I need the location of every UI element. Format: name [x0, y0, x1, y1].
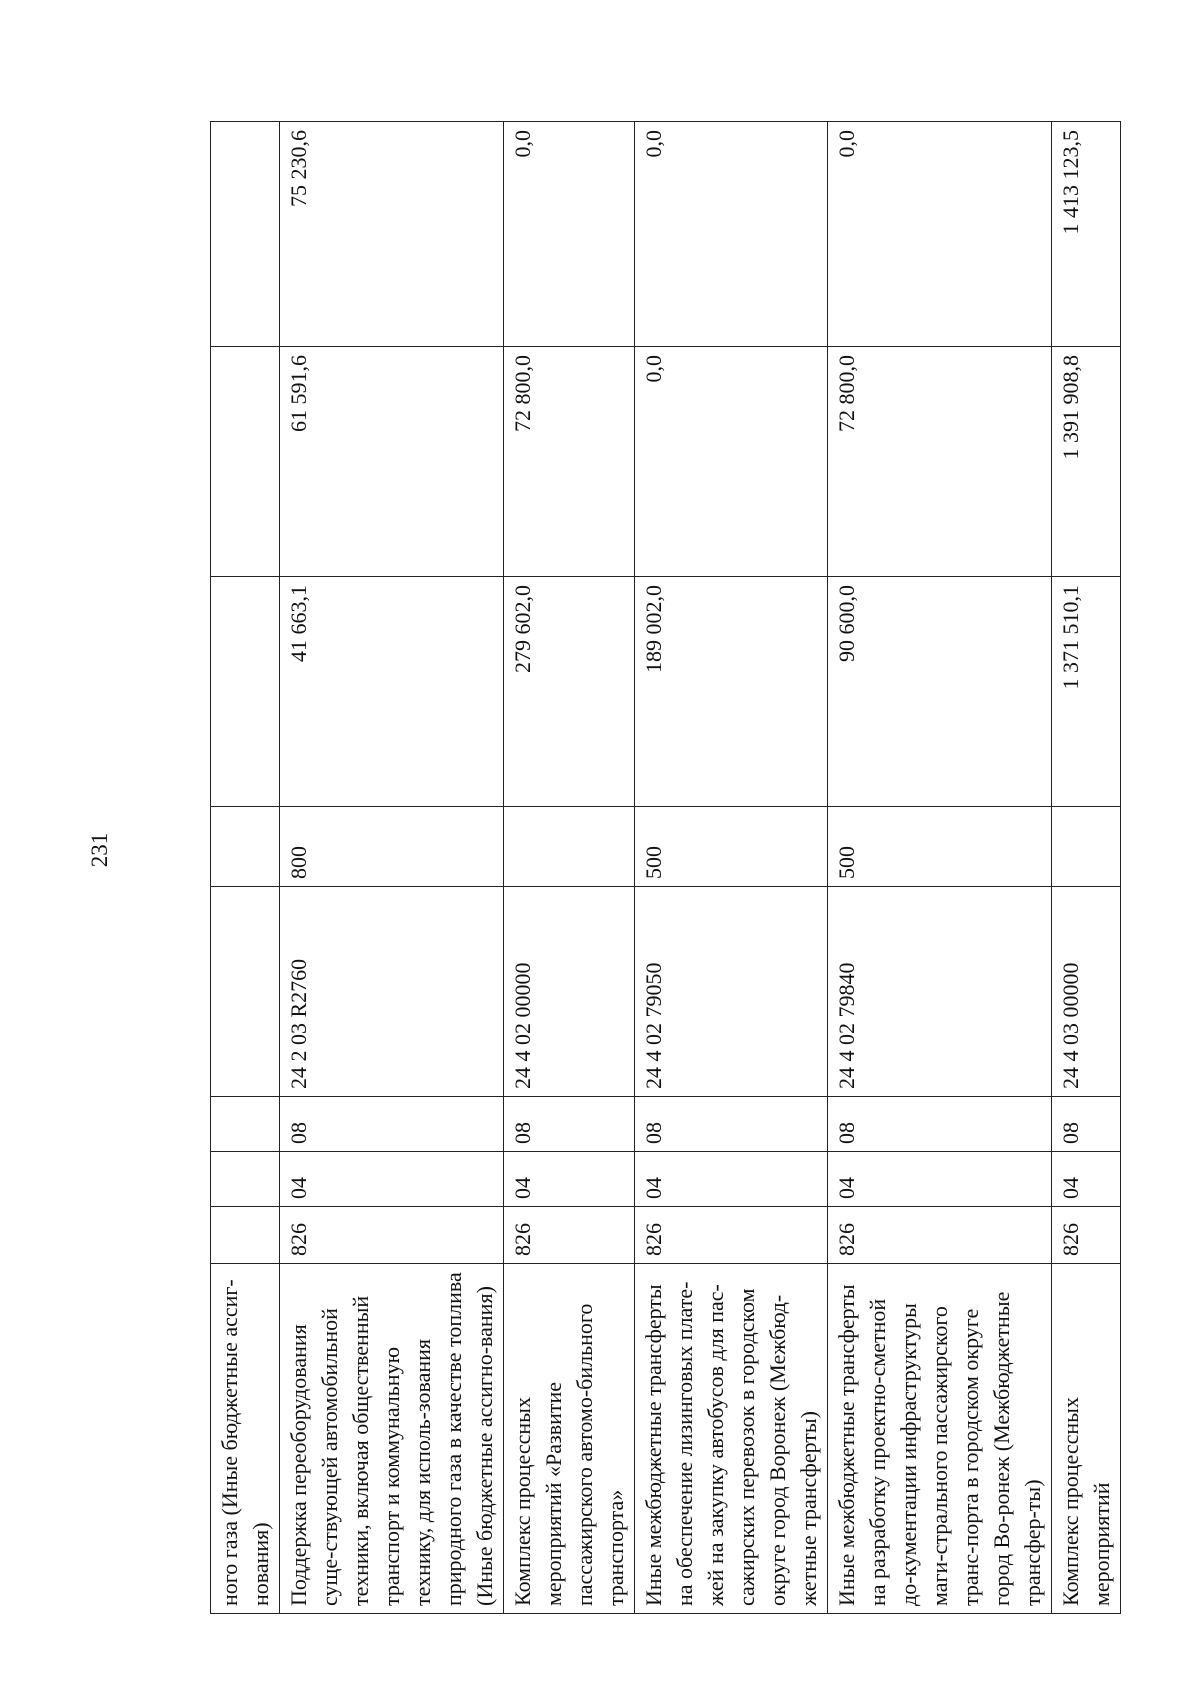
amount-year-2-cell [504, 347, 635, 577]
amount-year-3: 75 230,6 [286, 130, 311, 207]
vr-code: 500 [641, 846, 666, 879]
gr-code-cell [635, 1207, 828, 1264]
amount-year-3: 0,0 [834, 130, 859, 158]
gr-code-cell [504, 1207, 635, 1264]
amount-year-3-cell [635, 122, 828, 347]
amount-year-3-cell [504, 122, 635, 347]
amount-year-3-cell [828, 122, 1052, 347]
cs-code-cell [828, 887, 1052, 1097]
amount-year-3-cell [1052, 122, 1121, 347]
vr-code-cell [280, 807, 504, 887]
rz-code: 04 [1058, 1177, 1083, 1199]
amount-year-1-cell [1052, 577, 1121, 807]
amount-year-2: 61 591,6 [286, 355, 311, 432]
item-name: Поддержка переоборудования суще-ствующей автомобильной техники, включая общественный транспорт и коммунальную технику, для исполь-зования природного газа в качестве топлива (Иные бюджетные ассигно-вания) [286, 1272, 497, 1606]
cs-code: 24 4 03 00000 [1058, 962, 1083, 1089]
rz-code-cell [828, 1152, 1052, 1207]
amount-year-1: 90 600,0 [834, 585, 859, 662]
gr-code-cell [1052, 1207, 1121, 1264]
budget-table [210, 121, 1121, 1614]
vr-code-cell [1052, 807, 1121, 887]
gr-code-cell [280, 1207, 504, 1264]
pr-code: 08 [641, 1122, 666, 1144]
amount-year-3: 0,0 [510, 130, 535, 158]
rz-code-cell [280, 1152, 504, 1207]
table-row [504, 122, 635, 1614]
gr-code: 826 [1058, 1223, 1083, 1256]
gr-code: 826 [834, 1223, 859, 1256]
page-number: 231 [87, 832, 112, 868]
item-name-cell [828, 1264, 1052, 1614]
cs-code-cell [211, 887, 280, 1097]
amount-year-2: 1 391 908,8 [1058, 355, 1083, 460]
amount-year-1-cell [828, 577, 1052, 807]
amount-year-1-cell [211, 577, 280, 807]
rz-code: 04 [286, 1177, 311, 1199]
cs-code-cell [635, 887, 828, 1097]
table-row [211, 122, 280, 1614]
item-name: ного газа (Иные бюджетные ассиг-нования) [217, 1279, 273, 1606]
vr-code: 800 [286, 846, 311, 879]
vr-code: 500 [834, 846, 859, 879]
cs-code-cell [280, 887, 504, 1097]
amount-year-3: 0,0 [641, 130, 666, 158]
pr-code: 08 [1058, 1122, 1083, 1144]
cs-code: 24 4 02 79840 [834, 962, 859, 1089]
cs-code-cell [504, 887, 635, 1097]
amount-year-2: 72 800,0 [834, 355, 859, 432]
rz-code-cell [1052, 1152, 1121, 1207]
rz-code-cell [211, 1152, 280, 1207]
pr-code: 08 [834, 1122, 859, 1144]
vr-code-cell [504, 807, 635, 887]
pr-code: 08 [510, 1122, 535, 1144]
gr-code: 826 [641, 1223, 666, 1256]
item-name-cell [635, 1264, 828, 1614]
amount-year-1-cell [280, 577, 504, 807]
amount-year-1-cell [504, 577, 635, 807]
amount-year-3-cell [280, 122, 504, 347]
cs-code-cell [1052, 887, 1121, 1097]
rz-code-cell [635, 1152, 828, 1207]
table-row [280, 122, 504, 1614]
table-row [635, 122, 828, 1614]
pr-code-cell [635, 1097, 828, 1152]
amount-year-3-cell [211, 122, 280, 347]
pr-code-cell [1052, 1097, 1121, 1152]
amount-year-1: 41 663,1 [286, 585, 311, 662]
rz-code: 04 [834, 1177, 859, 1199]
amount-year-1: 1 371 510,1 [1058, 585, 1083, 690]
item-name: Иные межбюджетные трансферты на разработку проектно-сметной до-кументации инфраструктуры маги-стрального пассажирского транс-порта в городском округе город Во-ронеж (Межбюджетные трансфер-ты) [834, 1284, 1045, 1606]
pr-code-cell [504, 1097, 635, 1152]
item-name-cell [504, 1264, 635, 1614]
amount-year-1: 189 002,0 [641, 585, 666, 673]
item-name: Иные межбюджетные трансферты на обеспечение лизинговых плате-жей на закупку автобусов для пас-сажирских перевозок в городском округе город Воронеж (Межбюд-жетные трансферты) [641, 1281, 821, 1606]
gr-code: 826 [286, 1223, 311, 1256]
rz-code-cell [504, 1152, 635, 1207]
amount-year-2-cell [211, 347, 280, 577]
amount-year-3: 1 413 123,5 [1058, 130, 1083, 235]
vr-code-cell [211, 807, 280, 887]
pr-code-cell [280, 1097, 504, 1152]
item-name-cell [1052, 1264, 1121, 1614]
amount-year-2: 0,0 [641, 355, 666, 383]
cs-code: 24 4 02 79050 [641, 962, 666, 1089]
amount-year-2-cell [1052, 347, 1121, 577]
amount-year-2-cell [280, 347, 504, 577]
gr-code-cell [828, 1207, 1052, 1264]
table-row [828, 122, 1052, 1614]
rz-code: 04 [510, 1177, 535, 1199]
amount-year-1-cell [635, 577, 828, 807]
rz-code: 04 [641, 1177, 666, 1199]
vr-code-cell [635, 807, 828, 887]
cs-code: 24 4 02 00000 [510, 962, 535, 1089]
table-row [1052, 122, 1121, 1614]
item-name-cell [211, 1264, 280, 1614]
amount-year-1: 279 602,0 [510, 585, 535, 673]
item-name: Комплекс процессных мероприятий [1058, 1397, 1114, 1606]
pr-code: 08 [286, 1122, 311, 1144]
item-name-cell [280, 1264, 504, 1614]
gr-code: 826 [510, 1223, 535, 1256]
amount-year-2-cell [635, 347, 828, 577]
cs-code: 24 2 03 R2760 [286, 958, 311, 1089]
vr-code-cell [828, 807, 1052, 887]
pr-code-cell [828, 1097, 1052, 1152]
amount-year-2: 72 800,0 [510, 355, 535, 432]
gr-code-cell [211, 1207, 280, 1264]
rotated-table-container [210, 122, 1114, 1614]
pr-code-cell [211, 1097, 280, 1152]
item-name: Комплекс процессных мероприятий «Развитие пассажирского автомо-бильного транспорта» [510, 1303, 628, 1606]
amount-year-2-cell [828, 347, 1052, 577]
